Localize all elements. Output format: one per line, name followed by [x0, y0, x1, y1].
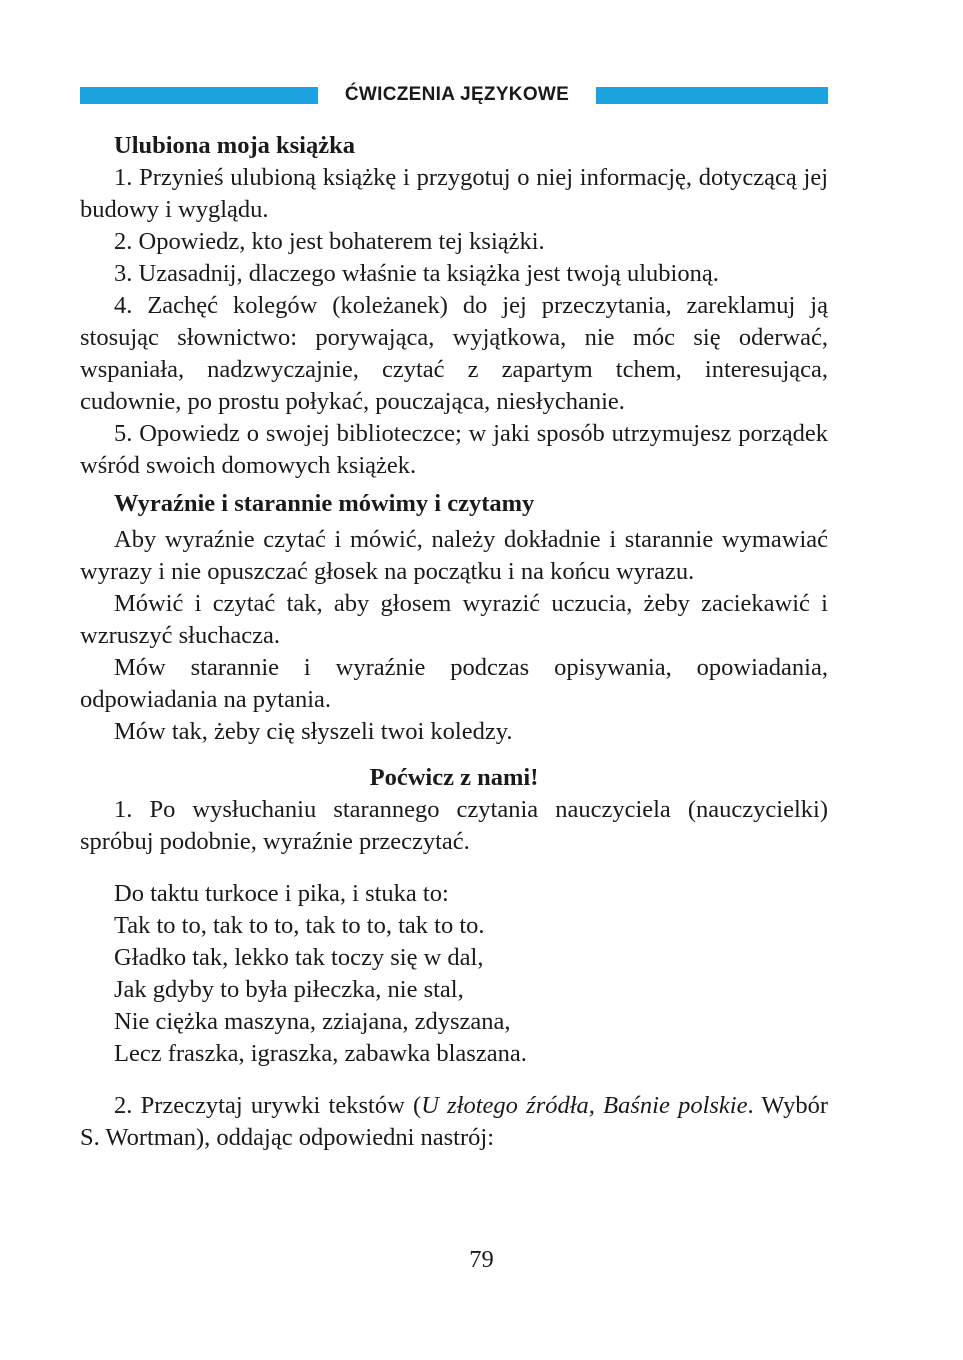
body-paragraph: Aby wyraźnie czytać i mówić, należy dokładnie i starannie wymawiać wyrazy i nie opuszczać głosek na początku i na końcu wyrazu. — [80, 526, 828, 585]
poem-line: Lecz fraszka, igraszka, zabawka blaszana. — [114, 1040, 527, 1067]
poem-excerpt — [80, 878, 828, 1070]
page-content — [80, 130, 828, 1154]
item-text-prefix: 2. Przeczytaj urywki tekstów ( — [114, 1092, 422, 1119]
section-heading-favorite-book: Ulubiona moja książka — [114, 132, 355, 159]
body-paragraph: Mówić i czytać tak, aby głosem wyrazić uczucia, żeby zaciekawić i wzruszyć słuchacza. — [80, 590, 828, 649]
poem-line: Nie ciężka maszyna, zziajana, zdyszana, — [114, 1008, 511, 1035]
section-heading-practice: Poćwicz z nami! — [369, 764, 539, 791]
exercise-item: 3. Uzasadnij, dlaczego właśnie ta książka jest twoją ulubioną. — [114, 260, 719, 287]
body-paragraph: Mów starannie i wyraźnie podczas opisywania, opowiadania, odpowiadania na pytania. — [80, 654, 828, 713]
page-header — [80, 83, 828, 107]
exercise-item: 1. Przynieś ulubioną książkę i przygotuj o niej informację, dotyczącą jej budowy i wyglądu. — [80, 164, 828, 223]
exercise-item: 1. Po wysłuchaniu starannego czytania nauczyciela (nauczycielki) spróbuj podobnie, wyraźnie przeczytać. — [80, 796, 828, 855]
header-title: ĆWICZENIA JĘZYKOWE — [344, 84, 570, 105]
poem-line: Gładko tak, lekko tak toczy się w dal, — [114, 944, 484, 971]
header-accent-bar-left — [80, 87, 318, 104]
book-title-italic: U złotego źródła, Baśnie polskie — [421, 1092, 748, 1119]
exercise-item — [80, 1090, 828, 1154]
poem-line: Tak to to, tak to to, tak to to, tak to to. — [114, 912, 485, 939]
page-number: 79 — [469, 1246, 494, 1273]
exercise-item: 5. Opowiedz o swojej biblioteczce; w jaki sposób utrzymujesz porządek wśród swoich domowych książek. — [80, 420, 828, 479]
item-text-suffix: . Wybór S. Wortman), oddając odpowiedni nastrój: — [80, 1092, 828, 1151]
exercise-item: 2. Opowiedz, kto jest bohaterem tej książki. — [114, 228, 545, 255]
section-heading-clear-speech: Wyraźnie i starannie mówimy i czytamy — [114, 490, 535, 517]
header-accent-bar-right — [596, 87, 828, 104]
poem-line: Do taktu turkoce i pika, i stuka to: — [114, 880, 449, 907]
poem-line: Jak gdyby to była piłeczka, nie stal, — [114, 976, 464, 1003]
body-paragraph: Mów tak, żeby cię słyszeli twoi koledzy. — [114, 718, 513, 745]
exercise-item: 4. Zachęć kolegów (koleżanek) do jej przeczytania, zareklamuj ją stosując słownictwo: porywająca, wyjątkowa, nie móc się oderwać, wspaniała, nadzwyczajnie, czytać z zapartym tchem, interesująca, cudownie, po prostu połykać, pouczająca, niesłychanie. — [80, 292, 828, 415]
